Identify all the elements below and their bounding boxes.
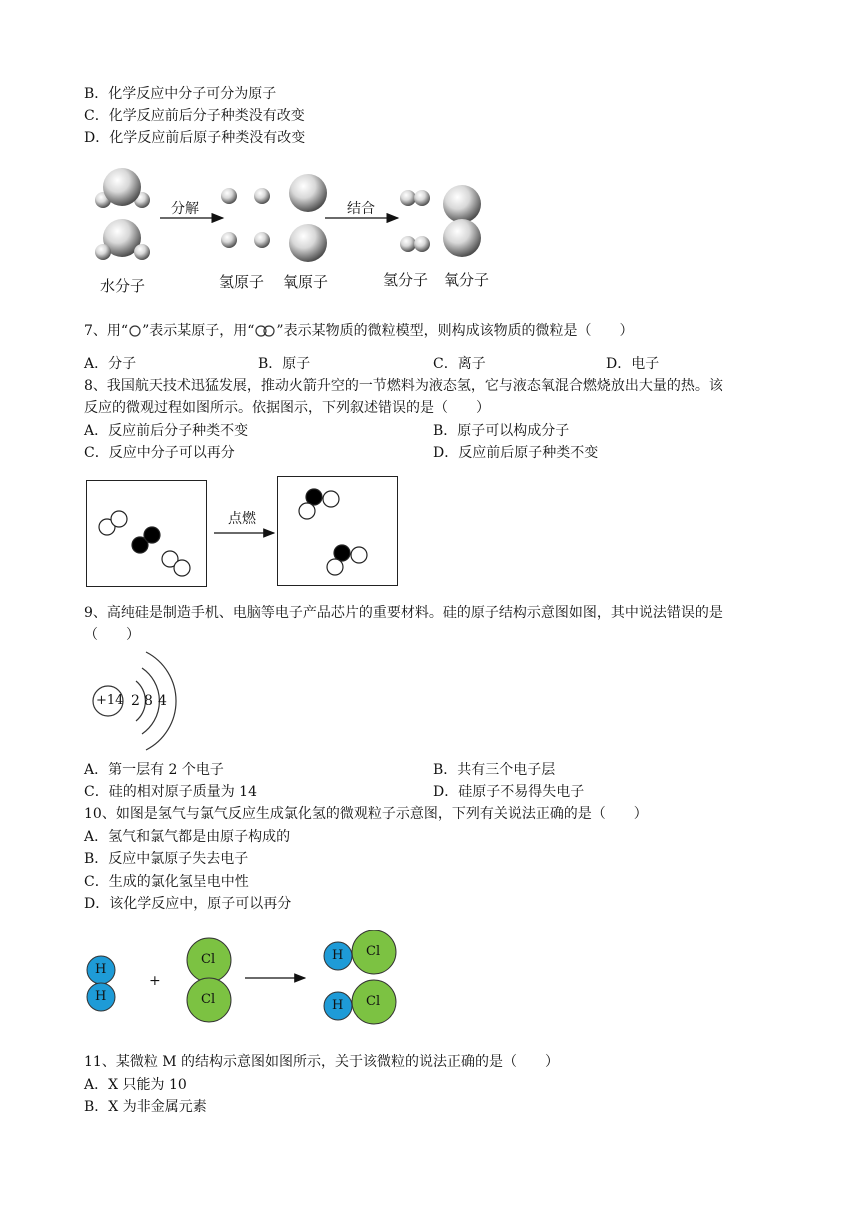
single-atom-icon — [128, 324, 142, 338]
q7-option-b: B．原子 — [258, 356, 311, 372]
plus-sign: + — [149, 973, 161, 989]
option-d-prev: D．化学反应前后原子种类没有改变 — [84, 130, 306, 146]
q8-option-d: D．反应前后原子种类不变 — [433, 445, 599, 461]
q7-stem: 7、用“ ”表示某原子，用“ ”表示某物质的微粒模型，则构成该物质的微粒是（ ） — [84, 323, 634, 339]
q9-option-c: C．硅的相对原子质量为 14 — [84, 784, 257, 800]
q8-option-b: B．原子可以构成分子 — [433, 423, 570, 439]
shell-3-electrons: 4 — [158, 693, 167, 709]
q8-option-c: C．反应中分子可以再分 — [84, 445, 235, 461]
q10-stem: 10、如图是氢气与氯气反应生成氯化氢的微观粒子示意图，下列有关说法正确的是（ ） — [84, 806, 648, 822]
hcl2-h-label: H — [332, 998, 344, 1013]
shell-1-electrons: 2 — [131, 693, 140, 709]
q10-option-b: B．反应中氯原子失去电子 — [84, 851, 249, 867]
label-water-molecule: 水分子 — [100, 277, 146, 295]
q9-option-a: A．第一层有 2 个电子 — [84, 762, 224, 778]
q8-stem-line1: 8、我国航天技术迅猛发展，推动火箭升空的一节燃料为液态氢，它与液态氧混合燃烧放出大量的热。该 — [84, 378, 723, 394]
q10-option-c: C．生成的氯化氢呈电中性 — [84, 874, 249, 890]
q8-stem-line2: 反应的微观过程如图所示。依据图示，下列叙述错误的是（ ） — [84, 400, 490, 416]
silicon-nucleus-label: +14 — [96, 693, 124, 708]
q11-option-a: A．X 只能为 10 — [84, 1077, 187, 1093]
cl-atom-label-2: Cl — [201, 992, 216, 1007]
option-b-prev: B．化学反应中分子可分为原子 — [84, 86, 277, 102]
q7-option-c: C．离子 — [433, 356, 486, 372]
label-hydrogen-molecule: 氢分子 — [383, 271, 429, 289]
q8-after-box — [277, 476, 398, 586]
q8-before-box — [86, 480, 207, 587]
hcl1-cl-label: Cl — [366, 944, 381, 959]
q8-before-particles — [87, 481, 208, 588]
diatomic-molecule-icon — [254, 324, 276, 338]
hcl1-h-label: H — [332, 948, 344, 963]
q9-stem-line1: 9、高纯硅是制造手机、电脑等电子产品芯片的重要材料。硅的原子结构示意图如图，其中说法错误的是 — [84, 605, 723, 621]
q7-option-a: A．分子 — [84, 356, 137, 372]
q9-stem-line2: （ ） — [84, 627, 140, 643]
q9-option-d: D．硅原子不易得失电子 — [433, 784, 585, 800]
q8-after-particles — [278, 477, 399, 587]
q8-arrow-label: 点燃 — [228, 511, 256, 527]
h-atom-label-2: H — [95, 989, 107, 1004]
q11-stem: 11、某微粒 M 的结构示意图如图所示，关于该微粒的说法正确的是（ ） — [84, 1054, 560, 1070]
arrow-label-combine: 结合 — [347, 201, 375, 217]
shell-2-electrons: 8 — [144, 693, 153, 709]
q7-option-d: D．电子 — [606, 356, 660, 372]
label-oxygen-atom: 氧原子 — [283, 273, 329, 291]
label-hydrogen-atom: 氢原子 — [219, 273, 265, 291]
option-c-prev: C．化学反应前后分子种类没有改变 — [84, 108, 305, 124]
q8-option-a: A．反应前后分子种类不变 — [84, 423, 249, 439]
q10-option-a: A．氢气和氯气都是由原子构成的 — [84, 829, 291, 845]
cl-atom-label-1: Cl — [201, 952, 216, 967]
q9-option-b: B．共有三个电子层 — [433, 762, 556, 778]
q10-option-d: D．该化学反应中，原子可以再分 — [84, 896, 292, 912]
arrow-label-decompose: 分解 — [171, 201, 199, 217]
label-oxygen-molecule: 氧分子 — [444, 271, 490, 289]
q11-option-b: B．X 为非金属元素 — [84, 1099, 207, 1115]
hcl2-cl-label: Cl — [366, 994, 381, 1009]
h-atom-label-1: H — [95, 962, 107, 977]
